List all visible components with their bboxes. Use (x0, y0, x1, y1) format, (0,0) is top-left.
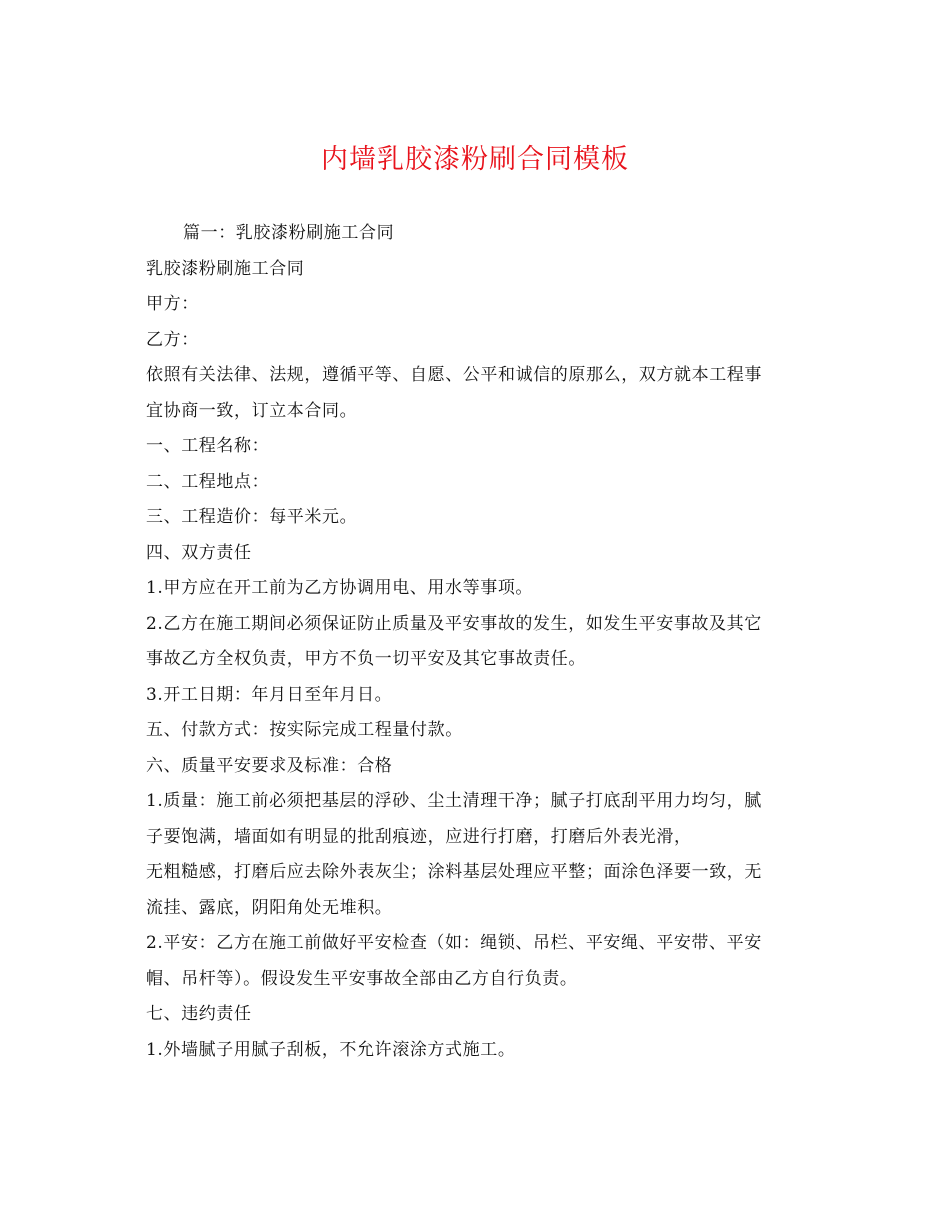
clause-item: 帽、吊杆等）。假设发生平安事故全部由乙方自行负责。 (146, 968, 578, 989)
clause-quality-safety: 六、质量平安要求及标准：合格 (146, 755, 393, 776)
clause-item: 子要饱满，墙面如有明显的批刮痕迹，应进行打磨，打磨后外表光滑， (146, 826, 692, 847)
document-title: 内墙乳胶漆粉刷合同模板 (321, 144, 629, 175)
document-body (146, 216, 806, 1068)
clause-responsibilities: 四、双方责任 (146, 542, 252, 563)
clause-item: 3.开工日期：年月日至年月日。 (146, 684, 393, 705)
clause-item: 1.外墙腻子用腻子刮板，不允许滚涂方式施工。 (146, 1039, 516, 1060)
clause-project-name: 一、工程名称： (146, 436, 270, 456)
clause-item: 流挂、露底，阴阳角处无堆积。 (146, 897, 393, 918)
contract-name: 乳胶漆粉刷施工合同 (146, 258, 305, 279)
preamble-line: 依照有关法律、法规，遵循平等、自愿、公平和诚信的原那么，双方就本工程事 (146, 365, 762, 385)
clause-item: 事故乙方全权负责，甲方不负一切平安及其它事故责任。 (146, 649, 586, 669)
clause-payment: 五、付款方式：按实际完成工程量付款。 (146, 720, 463, 740)
clause-item: 2.平安：乙方在施工前做好平安检查（如：绳锁、吊栏、平安绳、平安带、平安 (146, 933, 762, 953)
party-a-line: 甲方： (146, 294, 199, 314)
clause-project-cost: 三、工程造价：每平米元。 (146, 507, 358, 527)
clause-breach: 七、违约责任 (146, 1004, 252, 1024)
clause-item: 无粗糙感，打磨后应去除外表灰尘；涂料基层处理应平整；面涂色泽要一致，无 (146, 862, 762, 882)
clause-item: 2.乙方在施工期间必须保证防止质量及平安事故的发生，如发生平安事故及其它 (146, 613, 762, 634)
preamble-line: 宜协商一致，订立本合同。 (146, 400, 358, 421)
clause-item: 1.甲方应在开工前为乙方协调用电、用水等事项。 (146, 578, 534, 598)
party-b-line: 乙方： (146, 329, 199, 350)
clause-item: 1.质量：施工前必须把基层的浮砂、尘土清理干净；腻子打底刮平用力均匀，腻 (146, 791, 762, 811)
clause-project-location: 二、工程地点： (146, 471, 270, 492)
section-heading: 篇一：乳胶漆粉刷施工合同 (183, 223, 395, 243)
